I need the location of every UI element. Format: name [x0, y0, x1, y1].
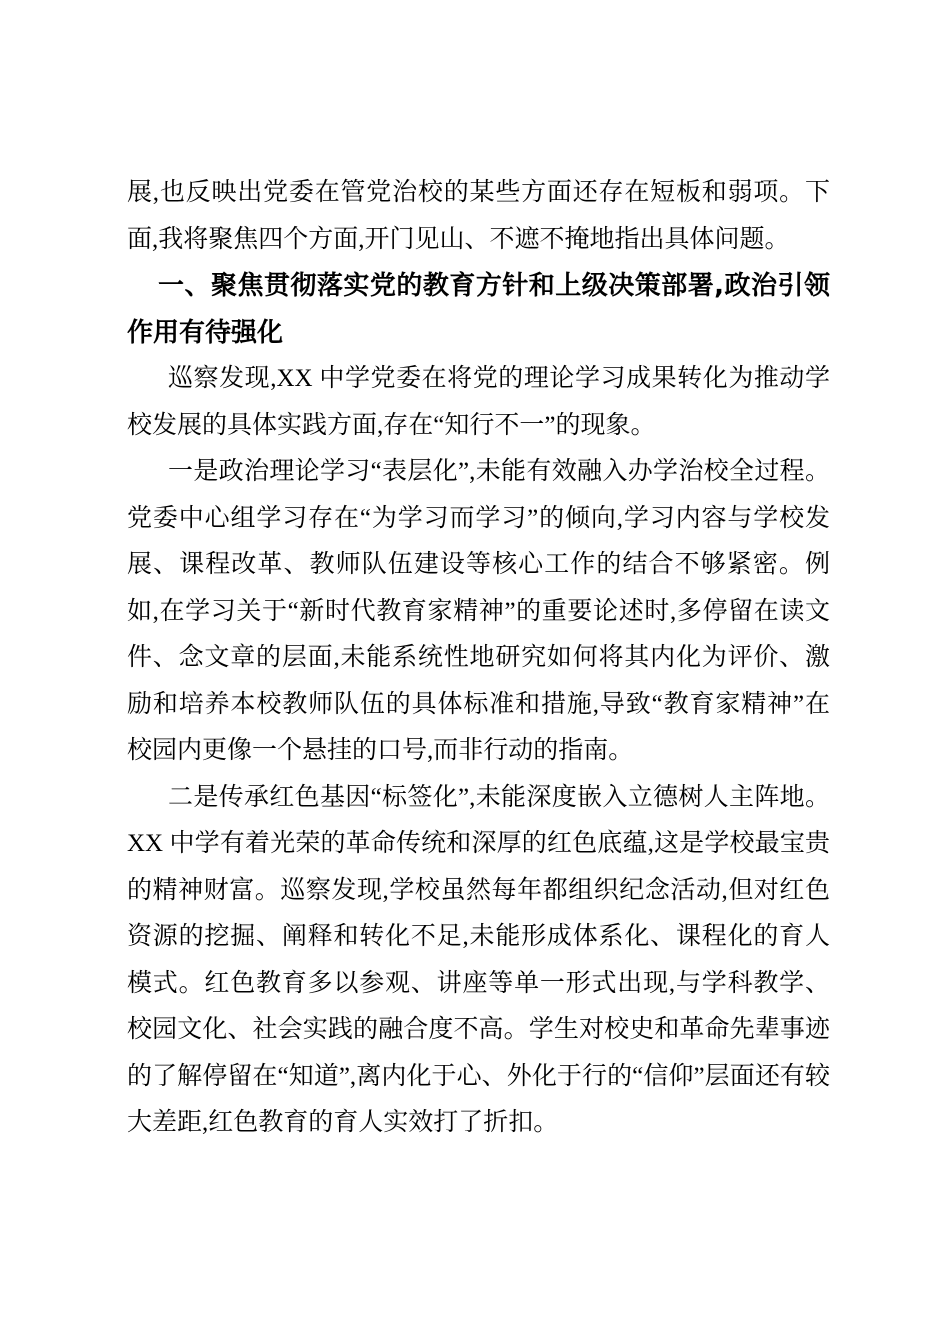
- document-content: [127, 170, 830, 1147]
- section-heading: 一、聚焦贯彻落实党的教育方针和上级决策部署,政治引领作用有待强化: [127, 271, 830, 348]
- paragraph: 二是传承红色基因“标签化”,未能深度嵌入立德树人主阵地。XX 中学有着光荣的革命传统和深厚的红色底蕴,这是学校最宝贵的精神财富。巡察发现,学校虽然每年都组织纪念活动,但对红色资源的挖掘、阐释和转化不足,未能形成体系化、课程化的育人模式。红色教育多以参观、讲座等单一形式出现,与学科教学、校园文化、社会实践的融合度不高。学生对校史和革命先辈事迹的了解停留在“知道”,离内化于心、外化于行的“信仰”层面还有较大差距,红色教育的育人实效打了折扣。: [127, 783, 830, 1136]
- paragraph: 一是政治理论学习“表层化”,未能有效融入办学治校全过程。党委中心组学习存在“为学习而学习”的倾向,学习内容与学校发展、课程改革、教师队伍建设等核心工作的结合不够紧密。例如,在学习关于“新时代教育家精神”的重要论述时,多停留在读文件、念文章的层面,未能系统性地研究如何将其内化为评价、激励和培养本校教师队伍的具体标准和措施,导致“教育家精神”在校园内更像一个悬挂的口号,而非行动的指南。: [127, 458, 830, 764]
- paragraph: 巡察发现,XX 中学党委在将党的理论学习成果转化为推动学校发展的具体实践方面,存在“知行不一”的现象。: [127, 365, 830, 439]
- paragraph-continued: 展,也反映出党委在管党治校的某些方面还存在短板和弱项。下面,我将聚焦四个方面,开门见山、不遮不掩地指出具体问题。: [127, 179, 830, 253]
